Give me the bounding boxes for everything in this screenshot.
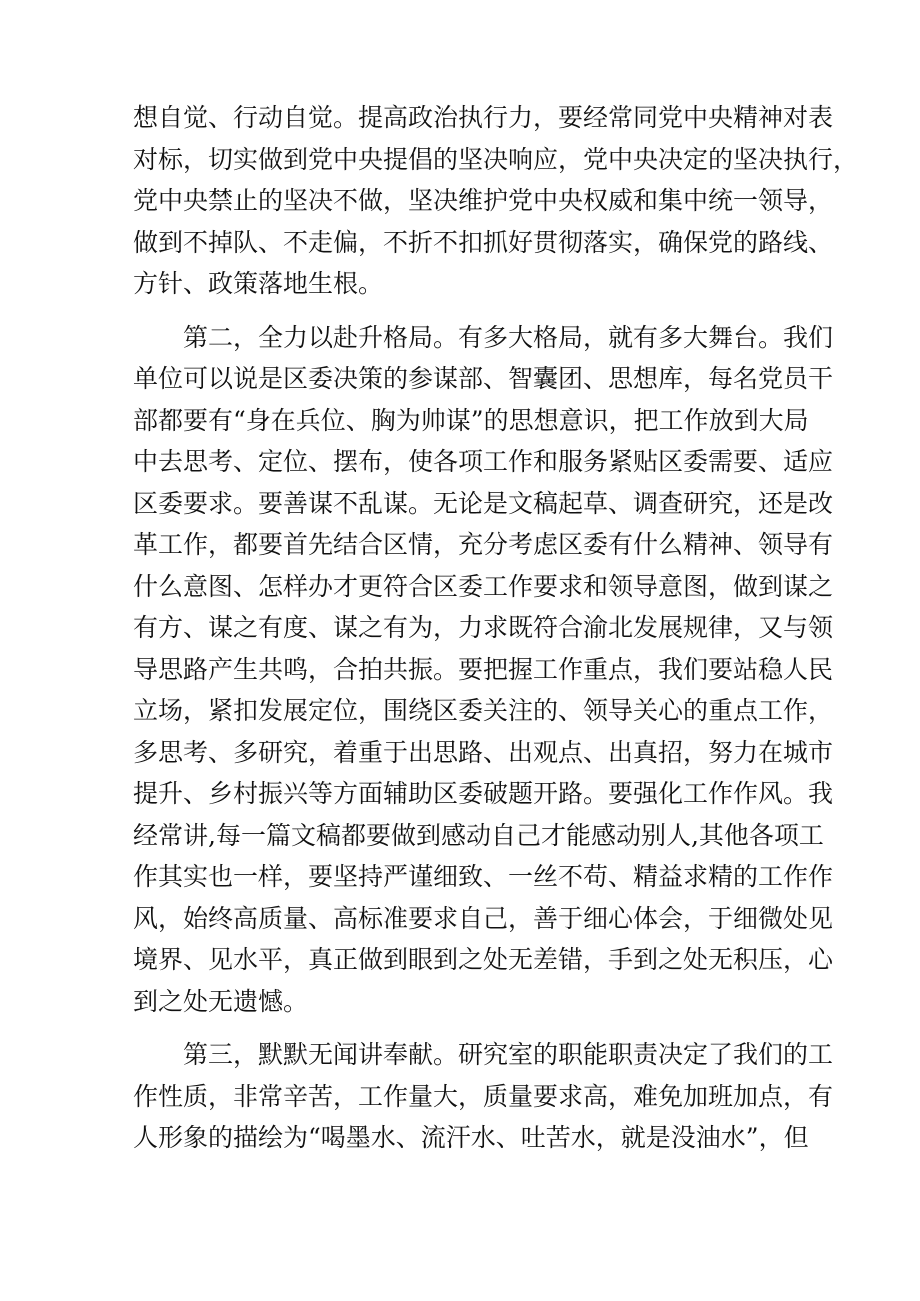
text-line: 第三，默默无闻讲奉献。研究室的职能职责决定了我们的工	[183, 1040, 834, 1069]
text-line: 到之处无遗憾。	[133, 986, 309, 1016]
text-line: 有方、谋之有度、谋之有为，力求既符合渝北发展规律，又与领	[133, 613, 834, 642]
paragraph-2	[133, 317, 834, 1023]
paragraph-3	[133, 1034, 834, 1159]
text-line: 境界、见水平，真正做到眼到之处无差错，手到之处无积压，心	[133, 945, 834, 974]
text-line: 提升、乡村振兴等方面辅助区委破题开路。要强化工作作风。我	[133, 779, 834, 808]
text-line: 区委要求。要善谋不乱谋。无论是文稿起草、调查研究，还是改	[133, 488, 834, 518]
text-line: 做到不掉队、不走偏，不折不扣抓好贯彻落实，确保党的路线、	[133, 227, 834, 257]
text-line: 作性质，非常辛苦，工作量大，质量要求高，难免加班加点，有	[133, 1081, 834, 1111]
text-line: 第二，全力以赴升格局。有多大格局，就有多大舞台。我们	[183, 322, 834, 352]
text-line: 对标，切实做到党中央提倡的坚决响应，党中央决定的坚决执行，	[133, 144, 859, 174]
text-line: 作其实也一样，要坚持严谨细致、一丝不苟、精益求精的工作作	[133, 862, 834, 891]
text-line: 中去思考、定位、摆布，使各项工作和服务紧贴区委需要、适应	[133, 447, 834, 476]
text-line: 什么意图、怎样办才更符合区委工作要求和领导意图，做到谋之	[133, 571, 834, 601]
text-line: 风，始终高质量、高标准要求自己，善于细心体会，于细微处见	[133, 903, 834, 933]
text-line: 立场，紧扣发展定位，围绕区委关注的、领导关心的重点工作，	[133, 696, 834, 725]
text-line: 部都要有“身在兵位、胸为帅谋”的思想意识，把工作放到大局	[133, 405, 809, 435]
text-line: 人形象的描绘为“喝墨水、流汗水、吐苦水，就是没油水”，但	[133, 1123, 809, 1152]
paragraph-1	[133, 97, 859, 305]
text-line: 经常讲,每一篇文稿都要做到感动自己才能感动别人,其他各项工	[133, 820, 824, 850]
document-body	[133, 97, 859, 1159]
text-line: 多思考、多研究，着重于出思路、出观点、出真招，努力在城市	[133, 737, 834, 767]
text-line: 革工作，都要首先结合区情，充分考虑区委有什么精神、领导有	[133, 530, 834, 559]
text-line: 导思路产生共鸣，合拍共振。要把握工作重点，我们要站稳人民	[133, 654, 834, 684]
text-line: 想自觉、行动自觉。提高政治执行力，要经常同党中央精神对表	[133, 103, 834, 132]
text-line: 单位可以说是区委决策的参谋部、智囊团、思想库，每名党员干	[133, 364, 834, 393]
text-line: 党中央禁止的坚决不做，坚决维护党中央权威和集中统一领导，	[133, 186, 834, 215]
text-line: 方针、政策落地生根。	[133, 269, 384, 298]
